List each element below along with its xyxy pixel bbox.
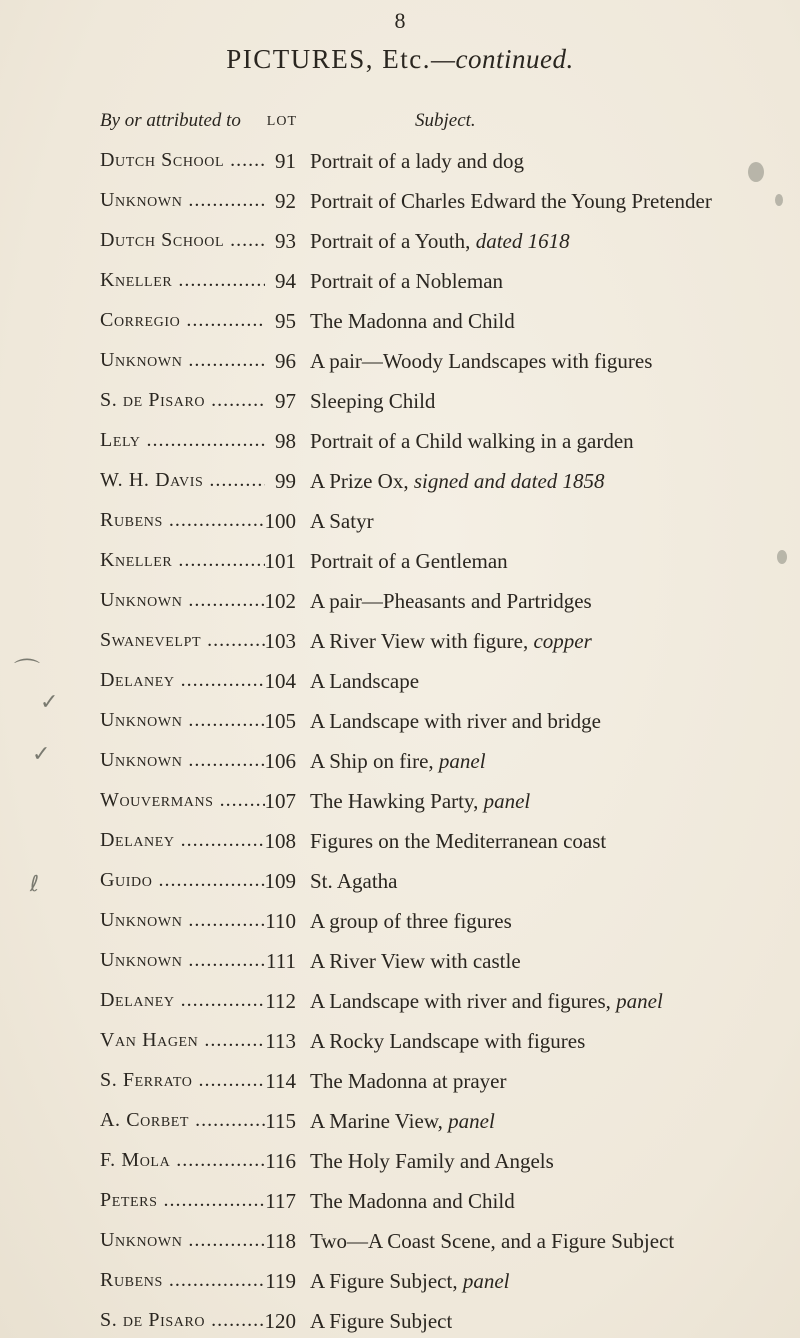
subject-title: A Landscape	[310, 669, 420, 693]
subject-title: A Satyr	[310, 509, 374, 533]
list-item	[0, 1060, 800, 1100]
lot-number: 97	[275, 389, 296, 413]
list-item	[0, 460, 800, 500]
lot-number: 110	[265, 909, 296, 933]
pencil-mark-icon: ✓	[32, 742, 51, 767]
list-item	[0, 1140, 800, 1180]
list-item	[0, 660, 800, 700]
lot-number: 98	[275, 429, 296, 453]
lot-number: 92	[275, 189, 296, 213]
artist-name: Delaney .....	[100, 989, 265, 1012]
subject-title: The Holy Family and Angels	[310, 1149, 554, 1173]
lot-number: 105	[264, 709, 296, 733]
subject-text	[310, 629, 592, 654]
subject-text	[310, 869, 398, 894]
subject-text	[310, 1149, 554, 1174]
artist-name: Delaney .....	[100, 669, 265, 692]
list-item	[0, 300, 800, 340]
ink-smudge-icon	[775, 194, 783, 206]
subject-text	[310, 509, 374, 534]
lot-number: 100	[264, 509, 296, 533]
column-header-subject: Subject.	[415, 110, 476, 131]
artist-name: S. de Pisaro .....	[100, 1309, 265, 1332]
page-number: 8	[394, 8, 406, 33]
artist-name: Corregio .....	[100, 309, 265, 332]
subject-note: signed and dated 1858	[413, 469, 605, 493]
pencil-mark-icon: ℓ	[30, 872, 40, 897]
list-item	[0, 940, 800, 980]
subject-title: A Figure Subject	[310, 1309, 453, 1333]
subject-title: A River View with figure,	[310, 629, 529, 653]
subject-title: The Madonna and Child	[310, 309, 515, 333]
list-item	[0, 1100, 800, 1140]
list-item	[0, 860, 800, 900]
artist-name: Delaney .....	[100, 829, 265, 852]
subject-title: A Prize Ox,	[310, 469, 409, 493]
subject-title: A pair—Woody Landscapes with figures	[310, 349, 653, 373]
subject-note: panel	[462, 1269, 510, 1293]
subject-text	[310, 789, 530, 814]
subject-title: The Hawking Party,	[310, 789, 479, 813]
lot-number: 117	[265, 1189, 296, 1213]
list-item	[0, 260, 800, 300]
lot-number: 107	[264, 789, 296, 813]
subject-text	[310, 1189, 515, 1214]
subject-note: panel	[483, 789, 531, 813]
subject-title: Figures on the Mediterranean coast	[310, 829, 607, 853]
subject-text	[310, 189, 712, 214]
subject-title: A group of three figures	[310, 909, 512, 933]
page-title	[0, 44, 800, 75]
lot-number: 118	[265, 1229, 296, 1253]
subject-text	[310, 709, 601, 734]
subject-note: dated 1618	[475, 229, 570, 253]
subject-text	[310, 1269, 509, 1294]
subject-title: A Figure Subject,	[310, 1269, 458, 1293]
subject-title: A Rocky Landscape with figures	[310, 1029, 586, 1053]
subject-text	[310, 429, 634, 454]
lot-number: 114	[265, 1069, 296, 1093]
page-title-continued: —continued.	[431, 44, 574, 74]
subject-text	[310, 1229, 674, 1254]
lot-number: 101	[264, 549, 296, 573]
artist-name: Dutch School .....	[100, 149, 265, 172]
subject-text	[310, 909, 512, 934]
page-title-main: PICTURES, Etc.	[226, 44, 432, 74]
lot-number: 112	[265, 989, 296, 1013]
artist-name: Unknown .....	[100, 949, 265, 972]
lot-number: 120	[264, 1309, 296, 1333]
lot-list	[0, 140, 800, 1338]
artist-name: W. H. Davis .....	[100, 469, 265, 492]
artist-name: Rubens .....	[100, 509, 265, 532]
subject-title: The Madonna at prayer	[310, 1069, 507, 1093]
artist-name: Unknown .....	[100, 909, 265, 932]
subject-text	[310, 749, 486, 774]
artist-name: A. Corbet .....	[100, 1109, 265, 1132]
subject-text	[310, 149, 524, 174]
pencil-mark-icon: ✓	[40, 690, 59, 715]
list-item	[0, 180, 800, 220]
lot-number: 99	[275, 469, 296, 493]
subject-note: panel	[616, 989, 663, 1013]
subject-title: Portrait of Charles Edward the Young Pretender	[310, 189, 712, 213]
artist-name: Unknown .....	[100, 1229, 265, 1252]
lot-number: 116	[265, 1149, 296, 1173]
lot-number: 95	[275, 309, 296, 333]
subject-text	[310, 829, 606, 854]
subject-text	[310, 1109, 495, 1134]
subject-text	[310, 989, 663, 1014]
list-item	[0, 780, 800, 820]
subject-text	[310, 1029, 585, 1054]
subject-text	[310, 229, 570, 254]
artist-name: Unknown .....	[100, 749, 265, 772]
artist-name: Swanevelpt .....	[100, 629, 265, 652]
list-item	[0, 980, 800, 1020]
subject-title: The Madonna and Child	[310, 1189, 515, 1213]
lot-number: 93	[275, 229, 296, 253]
lot-number: 113	[265, 1029, 296, 1053]
artist-name: Rubens .....	[100, 1269, 265, 1292]
list-item	[0, 740, 800, 780]
artist-name: Kneller .....	[100, 549, 265, 572]
subject-title: Two—A Coast Scene, and a Figure Subject	[310, 1229, 675, 1253]
artist-name: S. de Pisaro .....	[100, 389, 265, 412]
lot-number: 104	[264, 669, 296, 693]
list-item	[0, 220, 800, 260]
subject-text	[310, 349, 652, 374]
subject-text	[310, 269, 503, 294]
subject-title: A Ship on fire,	[310, 749, 434, 773]
list-item	[0, 1180, 800, 1220]
lot-number: 109	[264, 869, 296, 893]
list-item	[0, 700, 800, 740]
artist-name: Van Hagen .....	[100, 1029, 265, 1052]
list-item	[0, 1260, 800, 1300]
list-item	[0, 1020, 800, 1060]
subject-note: panel	[448, 1109, 495, 1133]
subject-title: Portrait of a Child walking in a garden	[310, 429, 634, 453]
subject-text	[310, 669, 419, 694]
list-item	[0, 820, 800, 860]
lot-number: 102	[264, 589, 296, 613]
lot-number: 96	[275, 349, 296, 373]
artist-name: Wouvermans .....	[100, 789, 265, 812]
column-header-attributed: By or attributed to	[100, 110, 241, 131]
list-item	[0, 620, 800, 660]
lot-number: 103	[264, 629, 296, 653]
list-item	[0, 580, 800, 620]
list-item	[0, 140, 800, 180]
artist-name: F. Mola .....	[100, 1149, 265, 1172]
subject-title: Sleeping Child	[310, 389, 436, 413]
subject-text	[310, 389, 435, 414]
artist-name: Peters .....	[100, 1189, 265, 1212]
subject-text	[310, 589, 592, 614]
lot-number: 119	[265, 1269, 296, 1293]
subject-title: Portrait of a lady and dog	[310, 149, 525, 173]
subject-title: A River View with castle	[310, 949, 521, 973]
subject-title: A pair—Pheasants and Partridges	[310, 589, 592, 613]
list-item	[0, 340, 800, 380]
subject-title: Portrait of a Gentleman	[310, 549, 508, 573]
list-item	[0, 420, 800, 460]
lot-number: 108	[264, 829, 296, 853]
column-header-lot: LOT	[266, 114, 297, 129]
subject-title: A Landscape with river and bridge	[310, 709, 601, 733]
lot-number: 91	[275, 149, 296, 173]
lot-number: 106	[264, 749, 296, 773]
lot-number: 115	[265, 1109, 296, 1133]
artist-name: Unknown .....	[100, 349, 265, 372]
subject-title: A Marine View,	[310, 1109, 443, 1133]
list-item	[0, 1300, 800, 1338]
subject-title: St. Agatha	[310, 869, 398, 893]
lot-number: 94	[275, 269, 296, 293]
subject-text	[310, 1069, 507, 1094]
subject-title: Portrait of a Nobleman	[310, 269, 504, 293]
lot-number: 111	[266, 949, 296, 973]
artist-name: Unknown .....	[100, 589, 265, 612]
ink-smudge-icon	[748, 162, 764, 182]
artist-name: Unknown .....	[100, 709, 265, 732]
artist-name: Guido .....	[100, 869, 265, 892]
list-item	[0, 1220, 800, 1260]
subject-text	[310, 1309, 452, 1334]
subject-text	[310, 549, 508, 574]
pencil-mark-icon: ⌒	[14, 658, 41, 688]
subject-note: panel	[438, 749, 486, 773]
subject-title: A Landscape with river and figures,	[310, 989, 611, 1013]
subject-title: Portrait of a Youth,	[310, 229, 471, 253]
list-item	[0, 900, 800, 940]
list-item	[0, 380, 800, 420]
artist-name: Dutch School .....	[100, 229, 265, 252]
artist-name: Kneller .....	[100, 269, 265, 292]
subject-text	[310, 469, 605, 494]
artist-name: Unknown .....	[100, 189, 265, 212]
subject-text	[310, 949, 521, 974]
subject-text	[310, 309, 515, 334]
list-item	[0, 540, 800, 580]
list-item	[0, 500, 800, 540]
ink-smudge-icon	[777, 550, 787, 564]
subject-note: copper	[533, 629, 592, 653]
artist-name: S. Ferrato .....	[100, 1069, 265, 1092]
artist-name: Lely .....	[100, 429, 265, 452]
